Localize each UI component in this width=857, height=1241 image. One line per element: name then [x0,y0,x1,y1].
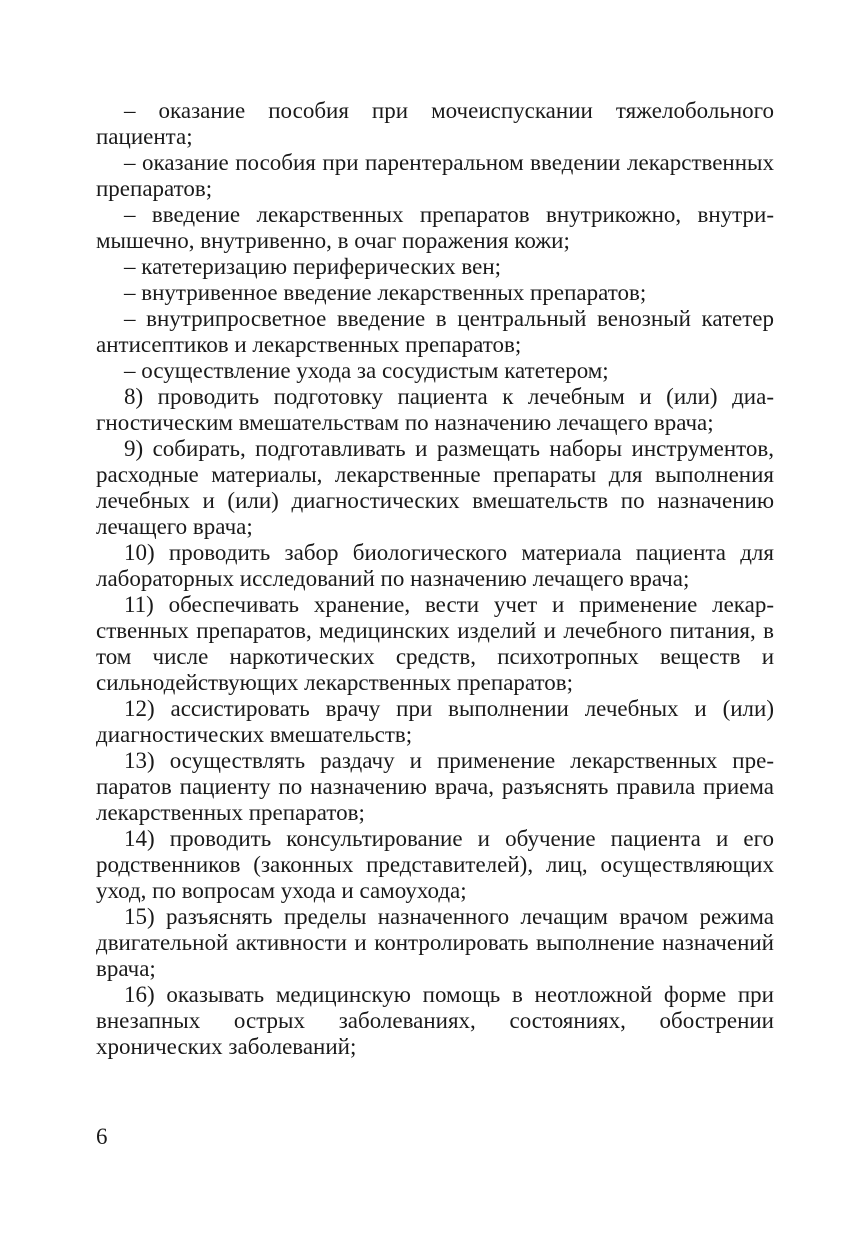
page-number: 6 [96,1124,108,1149]
body-text [96,98,774,1060]
paragraph: – внутривенное введение лекарственных препаратов; [124,280,647,305]
paragraph: – введение лекарственных препаратов внутрикожно, внутримышечно, внутривенно, в очаг поражения кожи; [96,202,774,253]
paragraph: 11) обеспечивать хранение, вести учет и применение лекарственных препаратов, медицинских изделий и лечебного питания, в том числе наркотических средств, психотропных веществ и сильнодействующих лекарственных препаратов; [96,592,774,695]
paragraph: – оказание пособия при мочеиспускании тяжелобольного пациента; [96,98,774,149]
paragraph: – осуществление ухода за сосудистым катетером; [124,358,609,383]
paragraph: 10) проводить забор биологического материала пациента для лабораторных исследований по назначению лечащего врача; [96,540,774,591]
paragraph: – оказание пособия при парентеральном введении лекарственных препаратов; [96,150,774,201]
paragraph: – внутрипросветное введение в центральный венозный катетер антисептиков и лекарственных препаратов; [96,306,774,357]
paragraph: 8) проводить подготовку пациента к лечебным и (или) диагностическим вмешательствам по назначению лечащего врача; [96,384,774,435]
paragraph: 12) ассистировать врачу при выполнении лечебных и (или) диагностических вмешательств; [96,696,774,747]
paragraph: – катетеризацию периферических вен; [124,254,502,279]
paragraph: 14) проводить консультирование и обучение пациента и его родственников (законных представителей), лиц, осуществляющих уход, по вопросам ухода и самоухода; [96,826,774,903]
paragraph: 15) разъяснять пределы назначенного лечащим врачом режима двигательной активности и контролировать выполнение назначений врача; [96,904,774,981]
paragraph: 13) осуществлять раздачу и применение лекарственных препаратов пациенту по назначению врача, разъяснять правила приема лекарственных препаратов; [96,748,774,825]
paragraph: 9) собирать, подготавливать и размещать наборы инструментов, расходные материалы, лекарственные препараты для выполнения лечебных и (или) диагностических вмешательств по назначению лечащего врача; [96,436,774,539]
paragraph: 16) оказывать медицинскую помощь в неотложной форме при внезапных острых заболеваниях, состояниях, обострении хронических заболеваний; [96,982,774,1059]
